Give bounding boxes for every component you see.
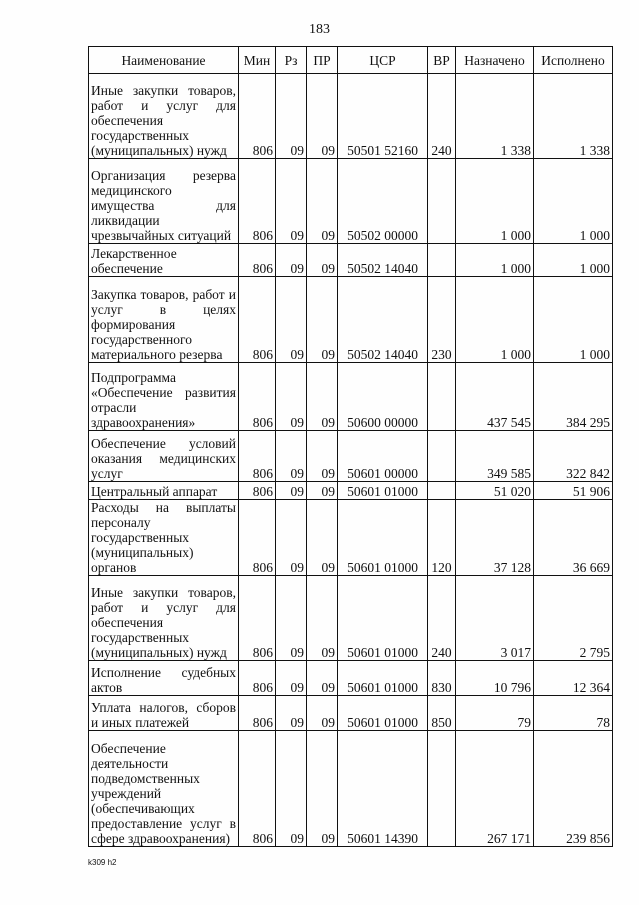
cell-executed: 384 295 bbox=[534, 363, 613, 431]
cell-executed: 36 669 bbox=[534, 500, 613, 576]
header-vr: ВР bbox=[428, 47, 456, 74]
cell-pr: 09 bbox=[307, 696, 338, 731]
cell-pr: 09 bbox=[307, 244, 338, 277]
cell-assigned: 3 017 bbox=[456, 576, 534, 661]
page-number: 183 bbox=[309, 22, 330, 37]
cell-executed: 1 000 bbox=[534, 277, 613, 363]
footer-code: k309 h2 bbox=[88, 858, 117, 867]
cell-name: Уплата налогов, сборов и иных платежей bbox=[89, 696, 239, 731]
cell-name: Организация резерва медицинского имущества для ликвидации чрезвычайных ситуаций bbox=[89, 159, 239, 244]
cell-vr bbox=[428, 731, 456, 847]
cell-min: 806 bbox=[239, 500, 276, 576]
cell-pr: 09 bbox=[307, 431, 338, 482]
cell-csr: 50502 14040 bbox=[338, 244, 428, 277]
cell-min: 806 bbox=[239, 661, 276, 696]
cell-executed: 12 364 bbox=[534, 661, 613, 696]
table-row bbox=[89, 731, 613, 847]
cell-csr: 50600 00000 bbox=[338, 363, 428, 431]
cell-min: 806 bbox=[239, 277, 276, 363]
cell-rz: 09 bbox=[276, 696, 307, 731]
table-row bbox=[89, 661, 613, 696]
cell-pr: 09 bbox=[307, 576, 338, 661]
header-executed: Исполнено bbox=[534, 47, 613, 74]
cell-assigned: 267 171 bbox=[456, 731, 534, 847]
cell-vr bbox=[428, 159, 456, 244]
cell-assigned: 51 020 bbox=[456, 482, 534, 500]
header-name: Наименование bbox=[89, 47, 239, 74]
cell-executed: 239 856 bbox=[534, 731, 613, 847]
cell-csr: 50601 01000 bbox=[338, 482, 428, 500]
header-csr: ЦСР bbox=[338, 47, 428, 74]
cell-pr: 09 bbox=[307, 277, 338, 363]
cell-min: 806 bbox=[239, 159, 276, 244]
cell-executed: 1 000 bbox=[534, 244, 613, 277]
cell-assigned: 349 585 bbox=[456, 431, 534, 482]
cell-min: 806 bbox=[239, 431, 276, 482]
cell-rz: 09 bbox=[276, 277, 307, 363]
cell-vr bbox=[428, 482, 456, 500]
cell-vr bbox=[428, 363, 456, 431]
cell-min: 806 bbox=[239, 244, 276, 277]
cell-rz: 09 bbox=[276, 661, 307, 696]
cell-rz: 09 bbox=[276, 731, 307, 847]
cell-assigned: 37 128 bbox=[456, 500, 534, 576]
cell-min: 806 bbox=[239, 363, 276, 431]
cell-name: Расходы на выплаты персоналу государственных (муниципальных) органов bbox=[89, 500, 239, 576]
cell-name: Обеспечение условий оказания медицинских услуг bbox=[89, 431, 239, 482]
cell-csr: 50601 01000 bbox=[338, 661, 428, 696]
cell-pr: 09 bbox=[307, 363, 338, 431]
cell-assigned: 79 bbox=[456, 696, 534, 731]
cell-rz: 09 bbox=[276, 576, 307, 661]
cell-name: Закупка товаров, работ и услуг в целях формирования государственного материального резерва bbox=[89, 277, 239, 363]
cell-assigned: 1 000 bbox=[456, 277, 534, 363]
cell-assigned: 10 796 bbox=[456, 661, 534, 696]
header-pr: ПР bbox=[307, 47, 338, 74]
table-row bbox=[89, 74, 613, 159]
cell-name: Обеспечение деятельности подведомственных учреждений (обеспечивающих предоставление услуг в сфере здравоохранения) bbox=[89, 731, 239, 847]
cell-pr: 09 bbox=[307, 500, 338, 576]
cell-min: 806 bbox=[239, 576, 276, 661]
table-row bbox=[89, 159, 613, 244]
cell-rz: 09 bbox=[276, 74, 307, 159]
cell-pr: 09 bbox=[307, 661, 338, 696]
table-header-row bbox=[89, 47, 613, 74]
cell-assigned: 1 000 bbox=[456, 244, 534, 277]
table-row bbox=[89, 244, 613, 277]
table-row bbox=[89, 576, 613, 661]
cell-name: Подпрограмма «Обеспечение развития отрасли здравоохранения» bbox=[89, 363, 239, 431]
header-rz: Рз bbox=[276, 47, 307, 74]
cell-vr bbox=[428, 244, 456, 277]
cell-name: Иные закупки товаров, работ и услуг для обеспечения государственных (муниципальных) нужд bbox=[89, 74, 239, 159]
table-row bbox=[89, 277, 613, 363]
cell-rz: 09 bbox=[276, 431, 307, 482]
cell-min: 806 bbox=[239, 74, 276, 159]
cell-rz: 09 bbox=[276, 363, 307, 431]
cell-executed: 78 bbox=[534, 696, 613, 731]
cell-vr: 830 bbox=[428, 661, 456, 696]
cell-executed: 51 906 bbox=[534, 482, 613, 500]
cell-vr: 240 bbox=[428, 74, 456, 159]
cell-assigned: 1 000 bbox=[456, 159, 534, 244]
cell-executed: 1 000 bbox=[534, 159, 613, 244]
header-assigned: Назначено bbox=[456, 47, 534, 74]
cell-csr: 50601 01000 bbox=[338, 576, 428, 661]
cell-csr: 50601 01000 bbox=[338, 500, 428, 576]
table-row bbox=[89, 482, 613, 500]
cell-pr: 09 bbox=[307, 482, 338, 500]
cell-executed: 322 842 bbox=[534, 431, 613, 482]
cell-pr: 09 bbox=[307, 731, 338, 847]
cell-name: Центральный аппарат bbox=[89, 482, 239, 500]
cell-csr: 50601 01000 bbox=[338, 696, 428, 731]
cell-vr: 120 bbox=[428, 500, 456, 576]
cell-csr: 50601 14390 bbox=[338, 731, 428, 847]
cell-csr: 50502 14040 bbox=[338, 277, 428, 363]
cell-pr: 09 bbox=[307, 159, 338, 244]
cell-min: 806 bbox=[239, 482, 276, 500]
cell-rz: 09 bbox=[276, 500, 307, 576]
cell-rz: 09 bbox=[276, 482, 307, 500]
cell-csr: 50601 00000 bbox=[338, 431, 428, 482]
header-min: Мин bbox=[239, 47, 276, 74]
cell-min: 806 bbox=[239, 696, 276, 731]
cell-assigned: 1 338 bbox=[456, 74, 534, 159]
budget-table bbox=[88, 46, 613, 847]
table-row bbox=[89, 696, 613, 731]
cell-executed: 1 338 bbox=[534, 74, 613, 159]
table-row bbox=[89, 500, 613, 576]
table-row bbox=[89, 431, 613, 482]
cell-pr: 09 bbox=[307, 74, 338, 159]
cell-csr: 50501 52160 bbox=[338, 74, 428, 159]
cell-vr: 230 bbox=[428, 277, 456, 363]
cell-rz: 09 bbox=[276, 159, 307, 244]
cell-rz: 09 bbox=[276, 244, 307, 277]
cell-vr bbox=[428, 431, 456, 482]
table-row bbox=[89, 363, 613, 431]
cell-csr: 50502 00000 bbox=[338, 159, 428, 244]
cell-name: Лекарственное обеспечение bbox=[89, 244, 239, 277]
cell-name: Исполнение судебных актов bbox=[89, 661, 239, 696]
cell-name: Иные закупки товаров, работ и услуг для обеспечения государственных (муниципальных) нужд bbox=[89, 576, 239, 661]
cell-executed: 2 795 bbox=[534, 576, 613, 661]
cell-assigned: 437 545 bbox=[456, 363, 534, 431]
cell-min: 806 bbox=[239, 731, 276, 847]
cell-vr: 850 bbox=[428, 696, 456, 731]
cell-vr: 240 bbox=[428, 576, 456, 661]
